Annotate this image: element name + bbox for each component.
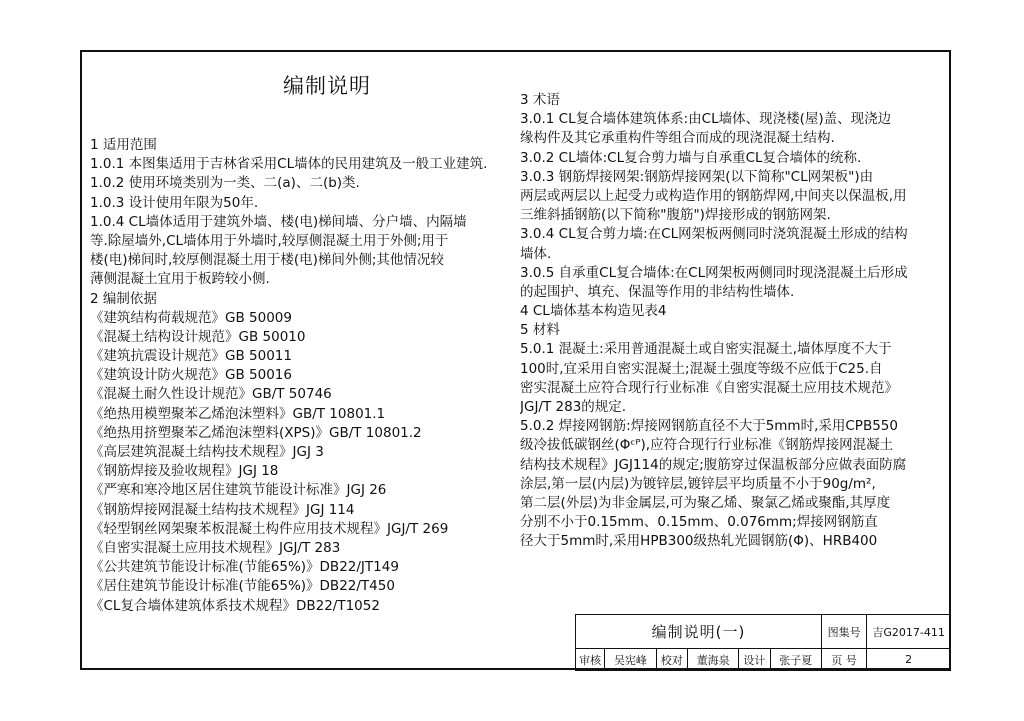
text-line: 《混凝土结构设计规范》GB 50010 xyxy=(90,328,306,345)
text-line: 3.0.1 CL复合墙体建筑体系:由CL墙体、现浇楼(屋)盖、现浇边 xyxy=(520,111,892,128)
review-label: 审核 xyxy=(576,649,605,671)
text-line: 1.0.4 CL墙体适用于建筑外墙、楼(电)梯间墙、分户墙、内隔墙 xyxy=(90,213,467,230)
text-line: 薄侧混凝土宜用于板跨较小侧. xyxy=(90,271,270,288)
review-name: 吴宪峰 xyxy=(605,649,656,671)
text-line: 3.0.4 CL复合剪力墙:在CL网架板两侧同时浇筑混凝土形成的结构 xyxy=(520,226,908,243)
page-title: 编制说明 xyxy=(283,74,371,98)
left-column-text xyxy=(90,136,510,616)
text-line: JGJ/T 283的规定. xyxy=(520,399,627,415)
text-line: 《建筑抗震设计规范》GB 50011 xyxy=(90,348,292,365)
text-line: 《轻型钢丝网架聚苯板混凝土构件应用技术规程》JGJ/T 269 xyxy=(90,520,449,537)
text-line: 三维斜插钢筋(以下简称"腹筋")焊接形成的钢筋网架. xyxy=(520,207,831,224)
text-line: 1.0.3 设计使用年限为50年. xyxy=(90,194,259,211)
text-line: 径大于5mm时,采用HPB300级热轧光圆钢筋(Φ)、HRB400 xyxy=(520,533,878,550)
text-line: 两层或两层以上起受力或构造作用的钢筋焊网,中间夹以保温板,用 xyxy=(520,187,907,204)
text-line: 《CL复合墙体建筑体系技术规程》DB22/T1052 xyxy=(90,597,380,614)
text-line: 墙体. xyxy=(520,245,552,262)
text-line: 《混凝土耐久性设计规范》GB/T 50746 xyxy=(90,386,332,403)
check-name: 董海泉 xyxy=(687,649,738,671)
text-line: 5.0.2 焊接网钢筋:焊接网钢筋直径不大于5mm时,采用CPB550 xyxy=(520,418,898,435)
text-line: 《钢筋焊接及验收规程》JGJ 18 xyxy=(90,463,279,480)
text-line: 《绝热用模塑聚苯乙烯泡沫塑料》GB/T 10801.1 xyxy=(90,405,386,422)
text-line: 《建筑设计防火规范》GB 50016 xyxy=(90,367,292,384)
design-name: 张子夏 xyxy=(770,649,821,671)
text-line: 级冷拔低碳钢丝(Φᶜᴾ),应符合现行行业标准《钢筋焊接网混凝土 xyxy=(520,437,894,454)
text-line: 4 CL墙体基本构造见表4 xyxy=(520,303,667,320)
text-line: 第二层(外层)为非金属层,可为聚乙烯、聚氯乙烯或聚酯,其厚度 xyxy=(520,494,891,511)
page-label: 页 号 xyxy=(821,649,866,671)
text-line: 5 材料 xyxy=(520,322,560,339)
text-line: 3 术语 xyxy=(520,92,560,108)
text-line: 1.0.1 本图集适用于吉林省采用CL墙体的民用建筑及一般工业建筑. xyxy=(90,156,488,173)
text-line: 《公共建筑节能设计标准(节能65%)》DB22/JT149 xyxy=(90,559,399,576)
text-line: 《建筑结构荷载规范》GB 50009 xyxy=(90,309,292,326)
text-line: 结构技术规程》JGJ114的规定;腹筋穿过保温板部分应做表面防腐 xyxy=(520,456,907,473)
right-column-text xyxy=(520,91,945,552)
text-line: 《居住建筑节能设计标准(节能65%)》DB22/T450 xyxy=(90,578,395,595)
text-line: 《自密实混凝土应用技术规程》JGJ/T 283 xyxy=(90,539,341,556)
text-line: 3.0.3 钢筋焊接网架:钢筋焊接网架(以下简称"CL网架板")由 xyxy=(520,168,874,185)
text-line: 《钢筋焊接网混凝土结构技术规程》JGJ 114 xyxy=(90,501,355,518)
text-line: 的起围护、填充、保温等作用的非结构性墙体. xyxy=(520,283,795,300)
text-line: 5.0.1 混凝土:采用普通混凝土或自密实混凝土,墙体厚度不大于 xyxy=(520,341,892,358)
check-label: 校对 xyxy=(656,649,687,671)
text-line: 密实混凝土应符合现行行业标准《自密实混凝土应用技术规范》 xyxy=(520,379,898,396)
text-line: 1 适用范围 xyxy=(90,137,157,153)
page-number: 2 xyxy=(867,649,951,671)
atlas-no: 吉G2017-411 xyxy=(867,615,951,649)
text-line: 3.0.5 自承重CL复合墙体:在CL网架板两侧同时现浇混凝土后形成 xyxy=(520,264,908,281)
text-line: 3.0.2 CL墙体:CL复合剪力墙与自承重CL复合墙体的统称. xyxy=(520,149,862,166)
text-line: 2 编制依据 xyxy=(90,290,157,307)
title-block xyxy=(575,614,951,671)
atlas-no-label: 图集号 xyxy=(821,615,866,649)
text-line: 等.除屋墙外,CL墙体用于外墙时,较厚侧混凝土用于外侧;用于 xyxy=(90,232,449,249)
drawing-title: 编制说明(一) xyxy=(576,615,822,649)
design-label: 设计 xyxy=(739,649,770,671)
text-line: 1.0.2 使用环境类别为一类、二(a)、二(b)类. xyxy=(90,175,360,192)
text-line: 缘构件及其它承重构件等组合而成的现浇混凝土结构. xyxy=(520,130,835,147)
text-line: 《严寒和寒冷地区居住建筑节能设计标准》JGJ 26 xyxy=(90,482,387,499)
text-line: 《绝热用挤塑聚苯乙烯泡沫塑料(XPS)》GB/T 10801.2 xyxy=(90,424,422,441)
text-line: 《高层建筑混凝土结构技术规程》JGJ 3 xyxy=(90,444,324,460)
text-line: 楼(电)梯间时,较厚侧混凝土用于楼(电)梯间外侧;其他情况较 xyxy=(90,252,444,269)
text-line: 涂层,第一层(内层)为镀锌层,镀锌层平均质量不小于90g/m², xyxy=(520,475,876,492)
text-line: 100时,宜采用自密实混凝土;混凝土强度等级不应低于C25.自 xyxy=(520,360,883,377)
text-line: 分别不小于0.15mm、0.15mm、0.076mm;焊接网钢筋直 xyxy=(520,514,878,531)
